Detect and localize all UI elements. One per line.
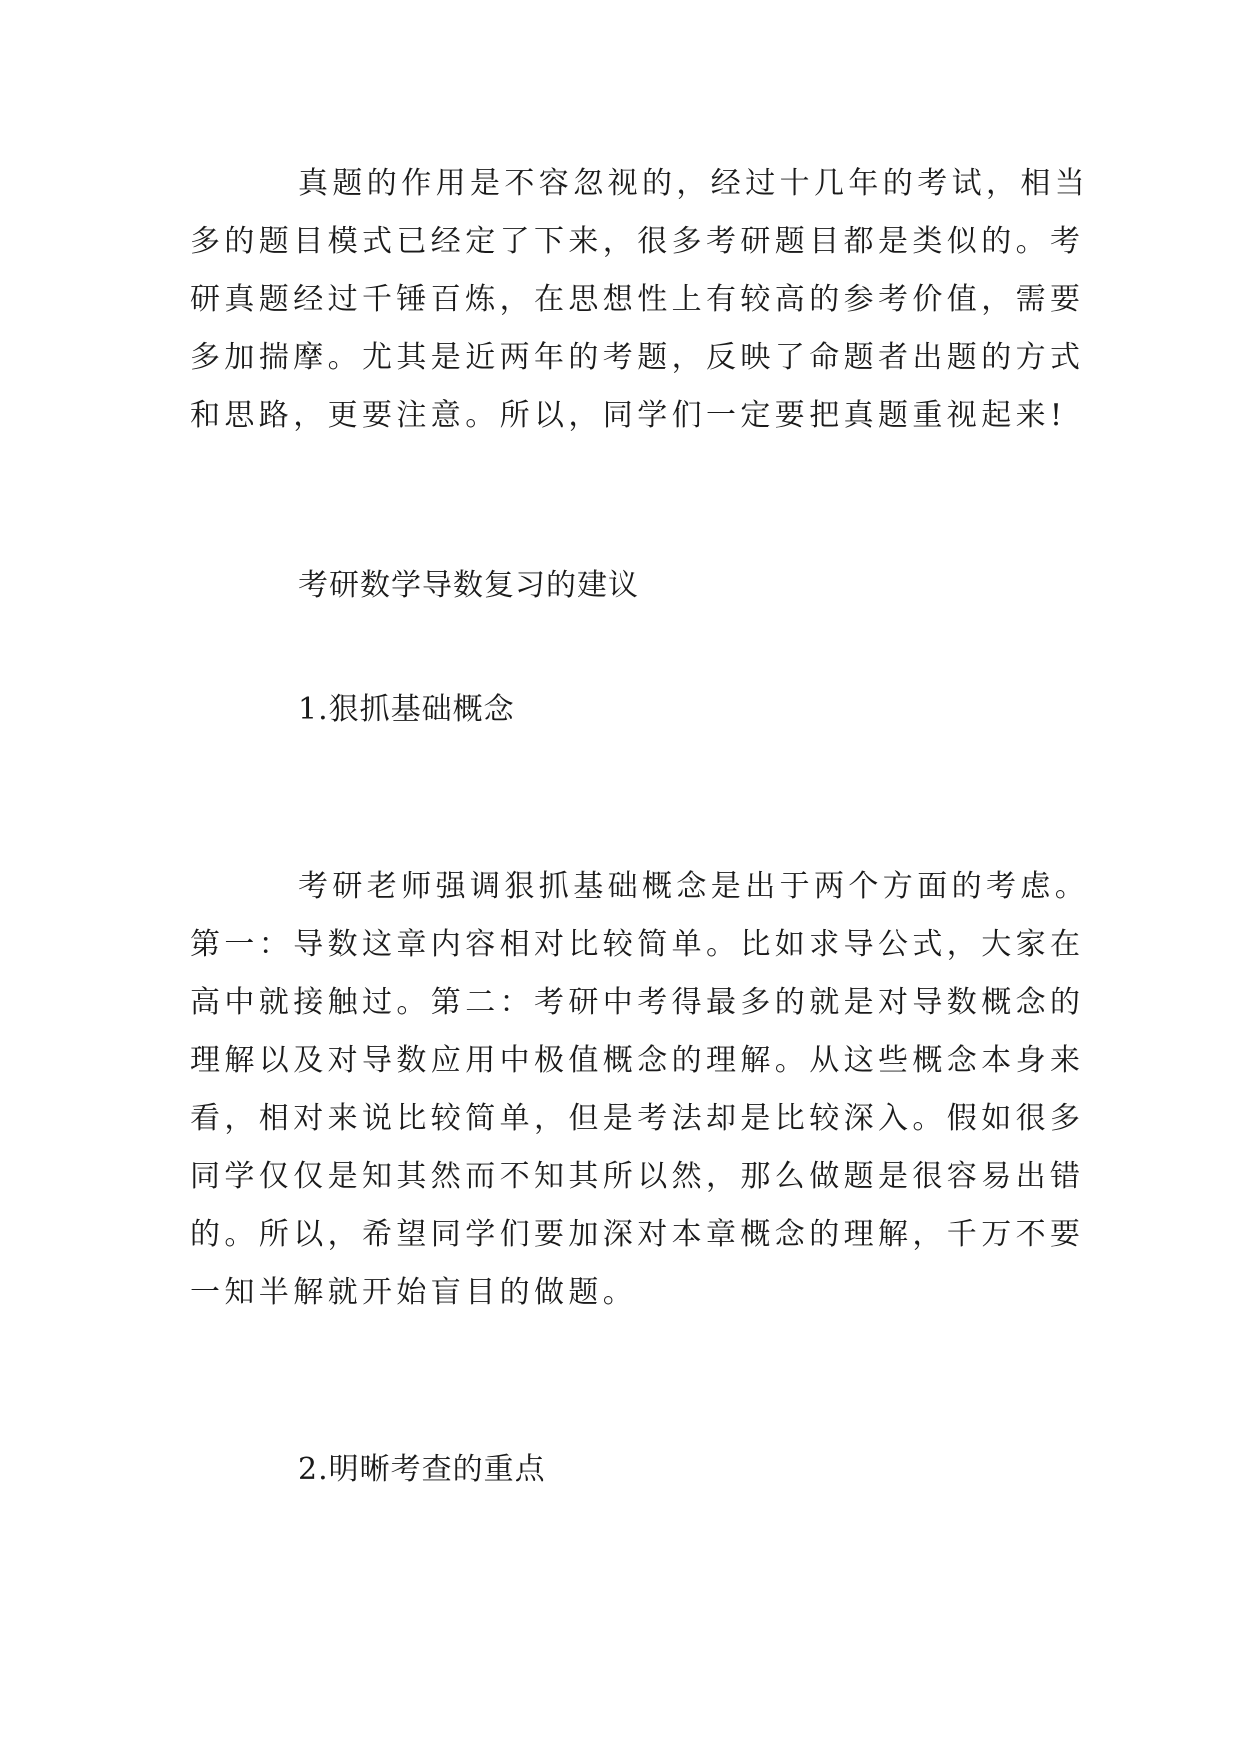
paragraph-2-line: 理解以及对导数应用中极值概念的理解。从这些概念本身来 [190, 1043, 1085, 1078]
paragraph-2-line: 第一：导数这章内容相对比较简单。比如求导公式，大家在 [190, 927, 1085, 962]
paragraph-1-line: 和思路，更要注意。所以，同学们一定要把真题重视起来! [190, 398, 1067, 433]
paragraph-1-line: 多加揣摩。尤其是近两年的考题，反映了命题者出题的方式 [190, 340, 1085, 375]
paragraph-2-line: 高中就接触过。第二：考研中考得最多的就是对导数概念的 [190, 985, 1085, 1020]
paragraph-2-line: 考研老师强调狠抓基础概念是出于两个方面的考虑。 [298, 869, 1090, 904]
paragraph-2-line: 看，相对来说比较简单，但是考法却是比较深入。假如很多 [190, 1101, 1085, 1136]
paragraph-2-line: 的。所以，希望同学们要加深对本章概念的理解，千万不要 [190, 1217, 1085, 1252]
item-1-heading: 1.狠抓基础概念 [298, 692, 515, 727]
item-2-heading: 2.明晰考查的重点 [298, 1452, 546, 1487]
paragraph-2-line: 同学仅仅是知其然而不知其所以然，那么做题是很容易出错 [190, 1159, 1085, 1194]
paragraph-1-line: 多的题目模式已经定了下来，很多考研题目都是类似的。考 [190, 224, 1085, 259]
paragraph-1-line: 真题的作用是不容忽视的，经过十几年的考试，相当 [298, 166, 1090, 201]
paragraph-1-line: 研真题经过千锤百炼，在思想性上有较高的参考价值，需要 [190, 282, 1085, 317]
paragraph-2-line: 一知半解就开始盲目的做题。 [190, 1275, 638, 1310]
section-title: 考研数学导数复习的建议 [298, 568, 639, 603]
